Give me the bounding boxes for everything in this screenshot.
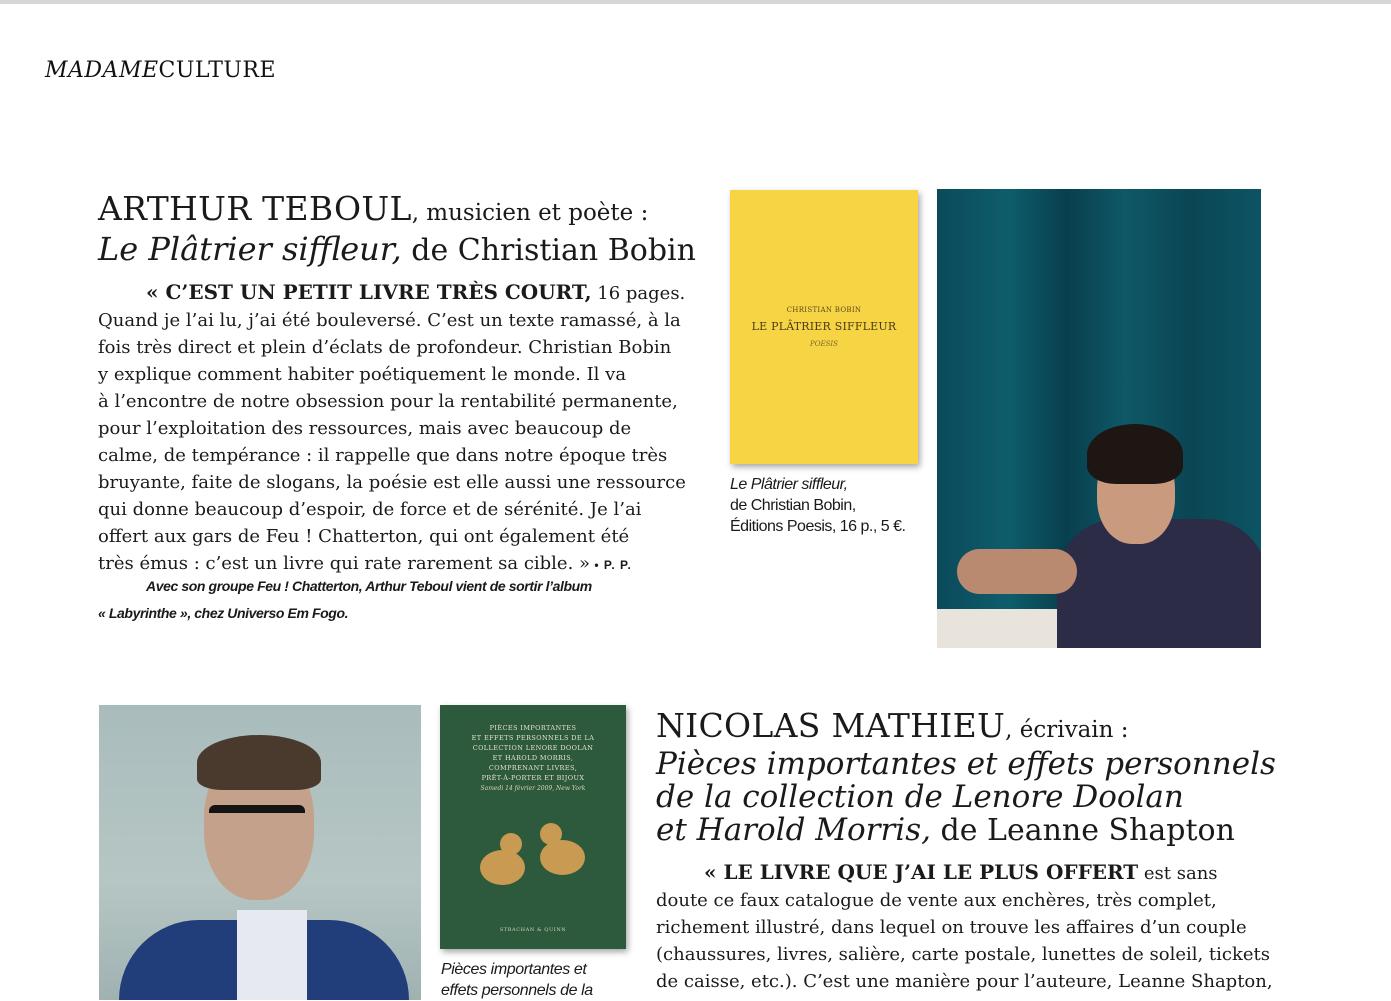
article2-body — [656, 859, 1296, 995]
article1-body — [98, 279, 698, 579]
article1-last-text: très émus : c’est un livre qui rate rarement sa cible. » — [98, 553, 591, 574]
portrait-photo-arthur-teboul — [937, 189, 1261, 648]
book1-caption-title: Le Plâtrier siffleur, — [730, 476, 848, 493]
book2-cover-line: ET EFFETS PERSONNELS DE LA — [471, 734, 595, 742]
photo-hair — [197, 735, 321, 790]
article1-line: offert aux gars de Feu ! Chatterton, qui ont également été — [98, 526, 630, 547]
article1-last-line — [98, 550, 698, 579]
book1-caption-author: de Christian Bobin, — [730, 497, 856, 514]
book1-caption — [730, 474, 905, 537]
book2-caption-line1: Pièces importantes et — [441, 961, 587, 978]
article2-name-line — [656, 706, 1316, 748]
article2-book-line1: Pièces importantes et effets personnels — [656, 746, 1276, 782]
article1-line: bruyante, faite de slogans, la poésie est elle aussi une ressource — [98, 472, 686, 493]
article1-line: calme, de tempérance : il rappelle que dans notre époque très — [98, 445, 668, 466]
book1-cover-author: CHRISTIAN BOBIN — [786, 306, 862, 314]
article2-lead-line — [656, 859, 1296, 887]
poodle-head-right — [540, 823, 562, 845]
photo-shirt — [237, 910, 307, 1000]
photo-suit — [1057, 519, 1261, 648]
article1-line: y explique comment habiter poétiquement le monde. Il va — [98, 364, 627, 385]
photo-glasses — [209, 805, 305, 839]
poodle-figurine-left — [480, 850, 525, 885]
article1-lead-rest: 16 pages. — [591, 283, 686, 304]
book1-cover-collection: POESIS — [810, 340, 838, 348]
book2-cover-title — [450, 723, 616, 783]
article2-line: richement illustré, dans lequel on trouve les affaires d’un couple — [656, 917, 1247, 938]
article1-lead-line — [98, 279, 698, 307]
article1-line: fois très direct et plein d’éclats de profondeur. Christian Bobin — [98, 337, 672, 358]
article1-line: Quand je l’ai lu, j’ai été bouleversé. C’est un texte ramassé, à la — [98, 310, 681, 331]
article1-book-title: Le Plâtrier siffleur, — [98, 230, 402, 268]
poodle-head-left — [500, 833, 522, 855]
article1-signature: • P. P. — [590, 558, 632, 572]
article2-lead-rest: est sans — [1138, 863, 1218, 884]
article2-name: NICOLAS MATHIEU — [656, 706, 1006, 745]
book2-cover-line: COMPRENANT LIVRES, — [488, 764, 578, 772]
brand-madame: MADAME — [45, 58, 159, 83]
article1-note-line2: « Labyrinthe », chez Universo Em Fogo. — [98, 605, 349, 621]
article1-note-line1: Avec son groupe Feu ! Chatterton, Arthur Teboul vient de sortir l’album — [146, 578, 592, 594]
article2-line: de caisse, etc.). C’est une manière pour l’auteure, Leanne Shapton, — [656, 971, 1273, 992]
article2-line: (chaussures, livres, salière, carte postale, lunettes de soleil, tickets — [656, 944, 1271, 965]
photo-hands — [957, 549, 1077, 594]
book2-cover-publisher: STRACHAN & QUINN — [499, 927, 567, 933]
brand-culture: CULTURE — [158, 58, 277, 83]
book1-caption-publisher: Éditions Poesis, 16 p., 5 €. — [730, 518, 906, 535]
article2-book-line3: et Harold Morris, — [656, 812, 931, 848]
article2-lead: « LE LIVRE QUE J’AI LE PLUS OFFERT — [704, 860, 1139, 884]
photo-hair — [1087, 424, 1183, 484]
book2-cover-date: Samedi 14 février 2009, New York — [480, 785, 586, 792]
poodle-figurine-right — [540, 840, 585, 875]
book2-caption-line2: effets personnels de la — [441, 982, 593, 999]
section-brand — [45, 58, 276, 83]
article2-line: doute ce faux catalogue de vente aux enchères, très complet, — [656, 890, 1217, 911]
article1-name: ARTHUR TEBOUL — [98, 189, 412, 228]
book1-cover — [730, 190, 918, 464]
book2-cover-line: COLLECTION LENORE DOOLAN — [472, 744, 594, 752]
book1-cover-title: LE PLÂTRIER SIFFLEUR — [751, 320, 897, 333]
article2-headline — [656, 706, 1316, 851]
book2-cover-line: PRÊT-À-PORTER ET BIJOUX — [481, 774, 585, 782]
article2-book-line2: de la collection de Lenore Doolan — [656, 779, 1184, 815]
article1-book-author: de Christian Bobin — [401, 233, 696, 268]
top-divider — [0, 0, 1391, 4]
book2-cover-line: ET HAROLD MORRIS, — [492, 754, 574, 762]
article2-book-author: de Leanne Shapton — [931, 813, 1235, 848]
book2-caption — [441, 959, 593, 1001]
portrait-photo-nicolas-mathieu — [99, 705, 421, 1000]
article1-line: à l’encontre de notre obsession pour la rentabilité permanente, — [98, 391, 678, 412]
article1-line: qui donne beaucoup d’espoir, de force et de sérénité. Je l’ai — [98, 499, 642, 520]
book2-cover — [440, 705, 626, 949]
article2-book-line3-wrap — [656, 814, 1316, 851]
article2-role: , écrivain : — [1005, 717, 1129, 743]
article1-headline — [98, 189, 698, 272]
book2-cover-line: PIÈCES IMPORTANTES — [489, 724, 577, 732]
article1-line: pour l’exploitation des ressources, mais avec beaucoup de — [98, 418, 632, 439]
article1-role: , musicien et poète : — [411, 200, 649, 226]
article1-lead: « C’EST UN PETIT LIVRE TRÈS COURT, — [146, 280, 592, 304]
